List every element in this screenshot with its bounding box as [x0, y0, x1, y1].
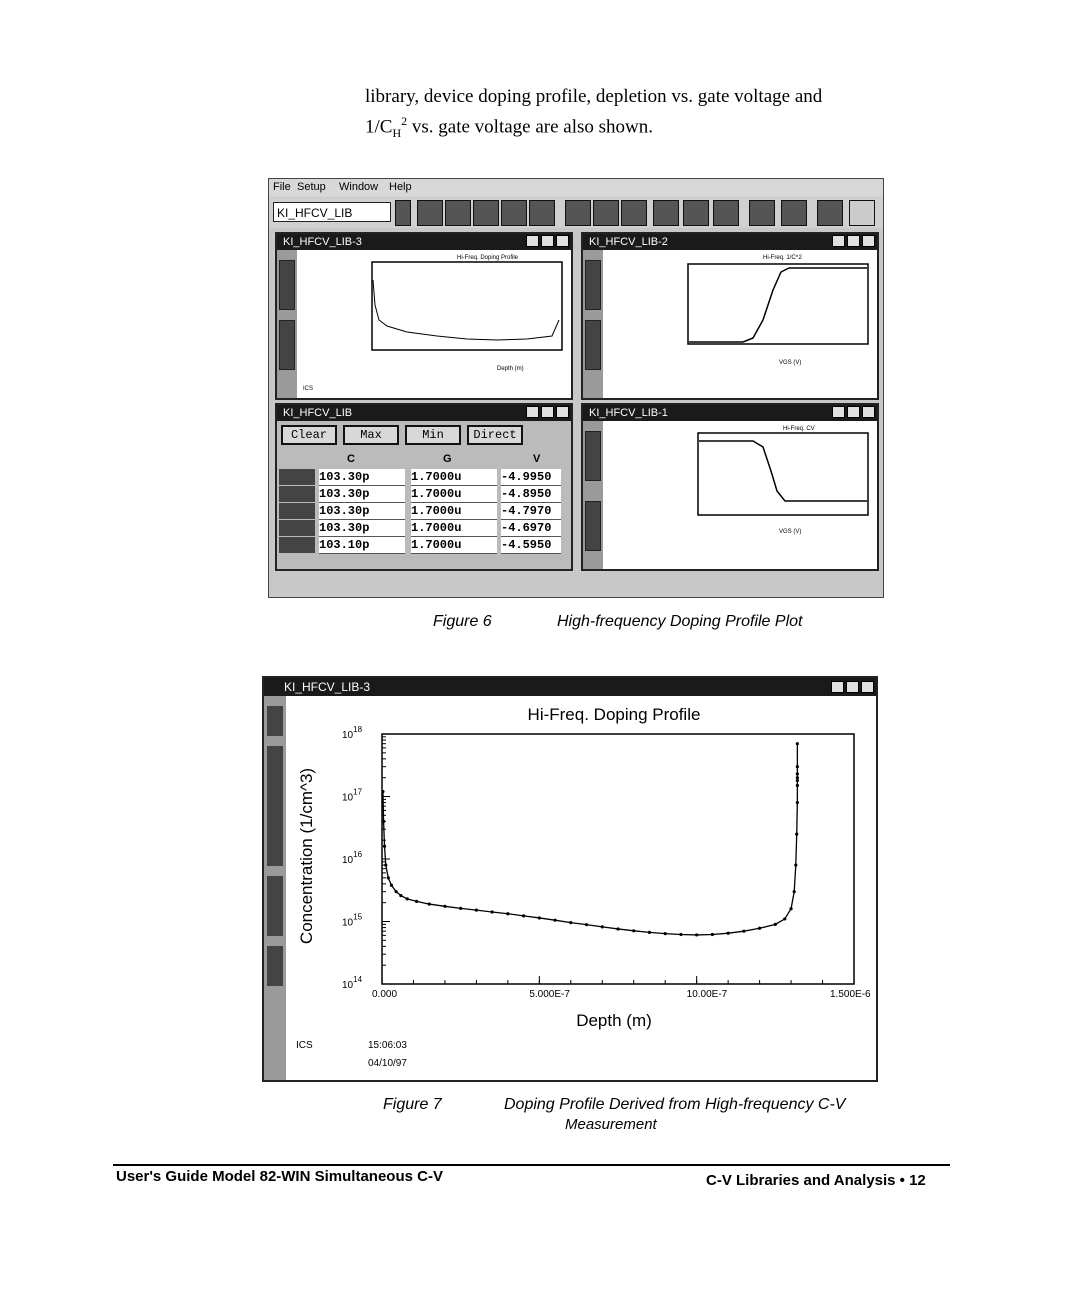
menu-bar: [269, 179, 883, 197]
table-cell-c[interactable]: 103.30p: [319, 486, 405, 503]
toolbar-icon-10[interactable]: [683, 200, 709, 226]
min-button[interactable]: Min: [405, 425, 461, 445]
window-lib-2: [581, 232, 879, 400]
window-lib-3-titlebar: [277, 234, 571, 250]
mini-cv-plot: [603, 421, 877, 569]
toolbar-icon-12[interactable]: [749, 200, 775, 226]
mini-plot-frame: [688, 264, 868, 344]
maximize-icon[interactable]: [541, 406, 554, 418]
toolbar-icon-14[interactable]: [817, 200, 843, 226]
tab-graph[interactable]: [279, 320, 295, 370]
footer-left: User's Guide Model 82-WIN Simultaneous C-V: [116, 1168, 443, 1185]
data-point: [794, 863, 797, 866]
window-lib-titlebar: [277, 405, 571, 421]
mini-plot-xlabel: Depth (m): [497, 366, 524, 372]
row-header[interactable]: [279, 469, 315, 485]
table-cell-c[interactable]: 103.10p: [319, 537, 405, 554]
toolbar: [269, 198, 883, 228]
data-point: [679, 933, 682, 936]
data-point: [796, 776, 799, 779]
intro-line-2-pre: 1/C: [365, 116, 393, 138]
toolbar-icon-9[interactable]: [653, 200, 679, 226]
table-header: [277, 453, 573, 467]
minimize-icon[interactable]: [526, 235, 539, 247]
window-lib-1-title: KI_HFCV_LIB-1: [589, 407, 668, 419]
chart-y-axis-label: Concentration (1/cm^3): [297, 767, 316, 945]
x-tick-label: 5.000E-7: [529, 989, 570, 1000]
data-point: [796, 779, 799, 782]
data-point: [395, 890, 398, 893]
mini-plot-frame: [698, 433, 868, 515]
window-lib-2-tabs: [583, 250, 603, 398]
window-lib-3-title: KI_HFCV_LIB-3: [283, 236, 362, 248]
figure-6-screenshot: [268, 178, 884, 598]
table-cell-v[interactable]: -4.9950: [501, 469, 561, 486]
plot-frame: [382, 734, 854, 984]
table-cell-v[interactable]: -4.8950: [501, 486, 561, 503]
data-point: [383, 845, 386, 848]
data-point: [796, 772, 799, 775]
y-tick-label: $10^{14}$: [342, 975, 363, 991]
figure-6-title: High-frequency Doping Profile Plot: [557, 613, 803, 630]
tab-graph[interactable]: [585, 501, 601, 551]
data-point: [632, 929, 635, 932]
table-row[interactable]: [277, 469, 573, 486]
maximize-icon[interactable]: [541, 235, 554, 247]
y-tick-label: $10^{17}$: [342, 787, 363, 804]
table-row[interactable]: [277, 520, 573, 537]
toolbar-icon-5[interactable]: [529, 200, 555, 226]
table-cell-c[interactable]: 103.30p: [319, 469, 405, 486]
table-row[interactable]: [277, 537, 573, 554]
mini-plot-frame: [372, 262, 562, 350]
mini-plot-xlabel: VGS (V): [779, 360, 802, 366]
toolbar-icon-6[interactable]: [565, 200, 591, 226]
table-cell-v[interactable]: -4.7970: [501, 503, 561, 520]
toolbar-icon-4[interactable]: [501, 200, 527, 226]
data-point: [428, 902, 431, 905]
close-icon[interactable]: [862, 235, 875, 247]
x-tick-label: 1.500E-6: [830, 989, 871, 1000]
maximize-icon[interactable]: [847, 235, 860, 247]
data-point: [796, 784, 799, 787]
menu-window[interactable]: Window: [339, 181, 379, 193]
row-header[interactable]: [279, 486, 315, 502]
tab-axis[interactable]: [279, 260, 295, 310]
column-header-c: C: [347, 453, 355, 465]
data-point: [475, 909, 478, 912]
timestamp-date: 04/10/97: [368, 1058, 407, 1069]
help-icon[interactable]: [849, 200, 875, 226]
data-point: [796, 801, 799, 804]
mini-plot-xlabel: VGS (V): [779, 529, 802, 535]
toolbar-icon-1[interactable]: [417, 200, 443, 226]
figure-7-label: Figure 7: [383, 1096, 442, 1113]
plot-window-tabs: [264, 696, 286, 1080]
data-point: [774, 923, 777, 926]
toolbar-icon-8[interactable]: [621, 200, 647, 226]
window-lib-2-title: KI_HFCV_LIB-2: [589, 236, 668, 248]
data-point: [415, 900, 418, 903]
column-header-g: G: [443, 453, 452, 465]
mini-doping-plot: [297, 250, 571, 398]
mini-plot-curve: [699, 441, 867, 501]
y-tick-label: $10^{16}$: [342, 850, 363, 866]
figure-7-title-line-2: Measurement: [565, 1116, 657, 1133]
row-header[interactable]: [279, 520, 315, 536]
data-point: [538, 916, 541, 919]
close-icon[interactable]: [556, 235, 569, 247]
table-cell-c[interactable]: 103.30p: [319, 520, 405, 537]
data-point: [796, 765, 799, 768]
data-point: [522, 914, 525, 917]
table-cell-g[interactable]: 1.7000u: [411, 537, 497, 554]
data-point: [384, 863, 387, 866]
x-tick-label: 10.00E-7: [686, 989, 728, 1000]
window-lib-2-titlebar: [583, 234, 877, 250]
data-point: [616, 927, 619, 930]
tab-axis[interactable]: [585, 260, 601, 310]
data-point: [742, 930, 745, 933]
minimize-icon[interactable]: [831, 681, 844, 693]
data-point: [381, 790, 384, 793]
close-icon[interactable]: [556, 406, 569, 418]
menu-help[interactable]: Help: [389, 181, 412, 193]
column-header-v: V: [533, 453, 541, 465]
timestamp-time: 15:06:03: [368, 1040, 407, 1051]
intro-line-2: [365, 109, 925, 145]
minimize-icon[interactable]: [832, 235, 845, 247]
mini-plot-title: Hi-Freq. CV: [783, 426, 815, 432]
tab-print[interactable]: [267, 946, 283, 986]
data-point: [789, 907, 792, 910]
data-point: [399, 894, 402, 897]
chart-x-axis-label: Depth (m): [576, 1011, 652, 1030]
data-point: [795, 833, 798, 836]
row-header[interactable]: [279, 503, 315, 519]
y-tick-label: $10^{15}$: [342, 912, 363, 929]
intro-line-2-post: vs. gate voltage are also shown.: [407, 116, 654, 138]
table-cell-v[interactable]: -4.5950: [501, 537, 561, 554]
tab-graph[interactable]: [585, 320, 601, 370]
data-point: [506, 912, 509, 915]
window-lib-3: [275, 232, 573, 400]
data-point: [553, 919, 556, 922]
minimize-icon[interactable]: [832, 406, 845, 418]
button-row: [277, 421, 573, 451]
data-point: [695, 933, 698, 936]
row-header[interactable]: [279, 537, 315, 553]
window-lib-1-titlebar: [583, 405, 877, 421]
mini-plot-curve: [689, 268, 867, 342]
direct-button[interactable]: Direct: [467, 425, 523, 445]
window-lib: [275, 403, 573, 571]
mini-plot-title: Hi-Freq. Doping Profile: [457, 255, 519, 261]
plot-window-titlebar: [264, 678, 876, 696]
intro-line-2-sup: 2: [401, 114, 408, 128]
data-point: [491, 910, 494, 913]
max-button[interactable]: Max: [343, 425, 399, 445]
maximize-icon[interactable]: [847, 406, 860, 418]
table-row[interactable]: [277, 486, 573, 503]
toolbar-icon-13[interactable]: [781, 200, 807, 226]
data-table: [277, 469, 573, 559]
window-lib-title: KI_HFCV_LIB: [283, 407, 353, 419]
maximize-icon[interactable]: [846, 681, 859, 693]
data-point: [793, 890, 796, 893]
footer-right: C-V Libraries and Analysis • 12: [706, 1172, 926, 1189]
toolbar-icon-3[interactable]: [473, 200, 499, 226]
plot-window-title: KI_HFCV_LIB-3: [284, 680, 371, 694]
intro-line-1: library, device doping profile, depletion vs. gate voltage and: [365, 86, 823, 107]
data-point: [585, 923, 588, 926]
ics-label: ICS: [296, 1040, 313, 1051]
data-point: [783, 917, 786, 920]
table-cell-g[interactable]: 1.7000u: [411, 469, 497, 486]
dropdown-icon[interactable]: [395, 200, 411, 226]
data-point: [459, 907, 462, 910]
intro-line-2-sub: H: [392, 126, 402, 141]
table-row[interactable]: [277, 503, 573, 520]
table-cell-v[interactable]: -4.6970: [501, 520, 561, 537]
data-point: [390, 884, 393, 887]
toolbar-icon-11[interactable]: [713, 200, 739, 226]
toolbar-icon-2[interactable]: [445, 200, 471, 226]
close-icon[interactable]: [862, 406, 875, 418]
doping-profile-chart: [286, 696, 876, 1080]
data-point: [443, 905, 446, 908]
table-cell-g[interactable]: 1.7000u: [411, 486, 497, 503]
close-icon[interactable]: [861, 681, 874, 693]
mini-plot-title: Hi-Freq. 1/C^2: [763, 255, 802, 261]
window-lib-1-tabs: [583, 421, 603, 569]
y-tick-label: $10^{18}$: [342, 725, 363, 741]
data-point: [406, 897, 409, 900]
figure-7-screenshot: [262, 676, 878, 1082]
window-lib-1: [581, 403, 879, 571]
data-point: [796, 742, 799, 745]
data-point: [758, 927, 761, 930]
tab-data[interactable]: [267, 876, 283, 936]
clear-button[interactable]: Clear: [281, 425, 337, 445]
x-tick-label: 0.000: [372, 989, 398, 1000]
data-point: [727, 932, 730, 935]
data-point: [601, 925, 604, 928]
figure-7-title-line-1: Doping Profile Derived from High-frequency C-V: [504, 1096, 846, 1113]
figure-6-label: Figure 6: [433, 613, 492, 630]
table-cell-g[interactable]: 1.7000u: [411, 503, 497, 520]
window-lib-3-tabs: [277, 250, 297, 398]
data-point: [569, 921, 572, 924]
data-point: [711, 933, 714, 936]
footer-rule: [113, 1164, 950, 1166]
library-select[interactable]: KI_HFCV_LIB: [273, 202, 391, 222]
mini-inverse-c2-plot: [603, 250, 877, 398]
table-cell-g[interactable]: 1.7000u: [411, 520, 497, 537]
table-cell-c[interactable]: 103.30p: [319, 503, 405, 520]
data-point: [648, 931, 651, 934]
intro-paragraph: [365, 85, 925, 145]
tab-graph[interactable]: [267, 746, 283, 866]
minimize-icon[interactable]: [526, 406, 539, 418]
toolbar-icon-7[interactable]: [593, 200, 619, 226]
tab-axis[interactable]: [267, 706, 283, 736]
chart-title: Hi-Freq. Doping Profile: [527, 705, 701, 724]
menu-file[interactable]: File: [273, 181, 291, 193]
data-point: [664, 932, 667, 935]
tab-axis[interactable]: [585, 431, 601, 481]
data-point: [387, 876, 390, 879]
data-point: [382, 820, 385, 823]
menu-setup[interactable]: Setup: [297, 181, 326, 193]
mini-plot-ics: ICS: [303, 386, 314, 392]
mini-plot-curve: [373, 280, 559, 340]
